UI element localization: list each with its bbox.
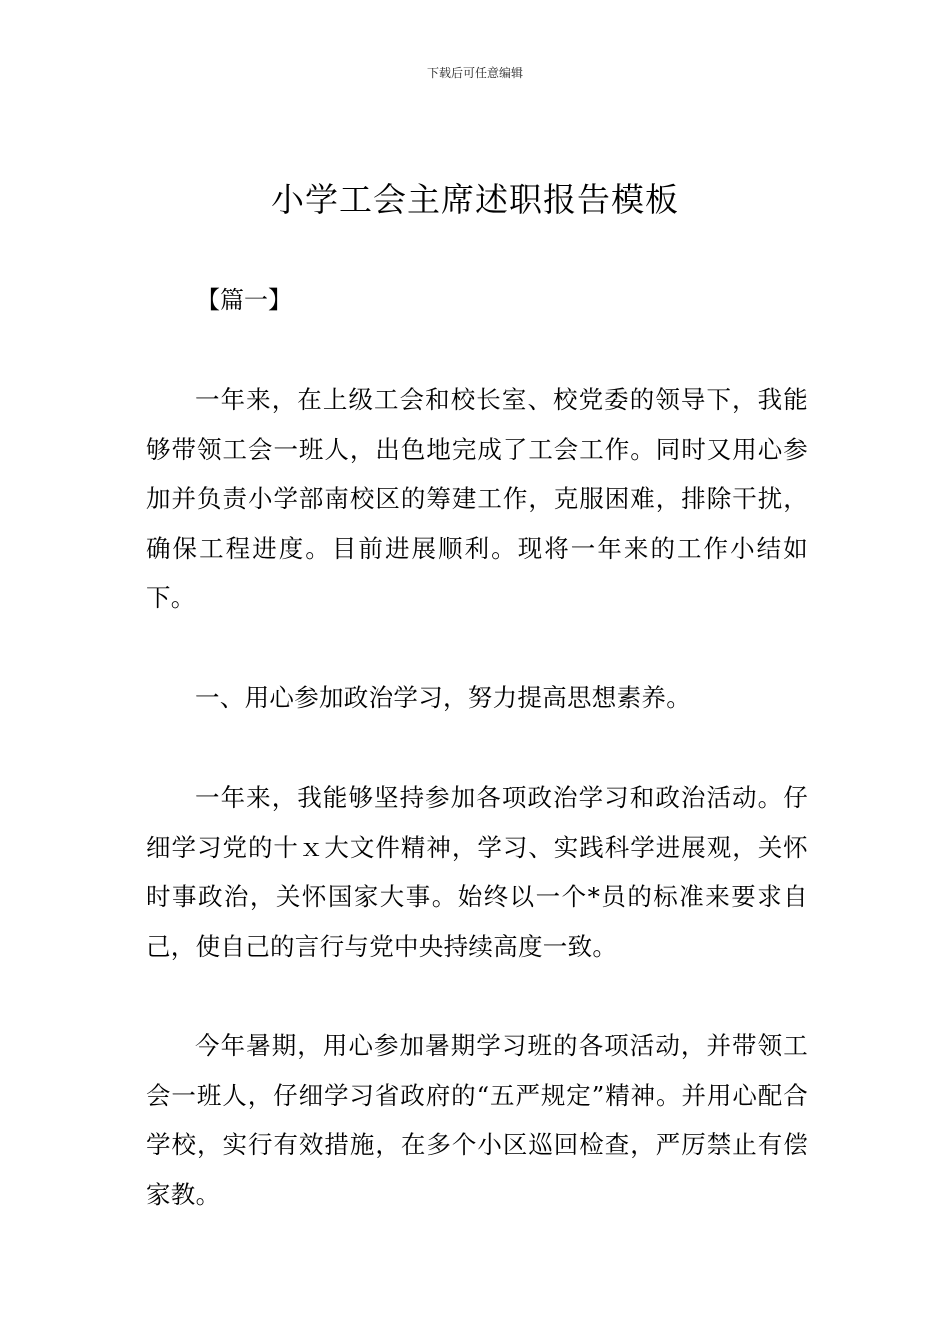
header-note: 下载后可任意编辑 (426, 66, 523, 80)
paragraph-summer-study: 今年暑期，用心参加暑期学习班的各项活动，并带领工会一班人，仔细学习省政府的“五严规定”精神。并用心配合学校，实行有效措施，在多个小区巡回检查，严厉禁止有偿家教。 (146, 1031, 808, 1209)
section-heading: 一、用心参加政治学习，努力提高思想素养。 (195, 683, 691, 712)
paragraph-intro: 一年来，在上级工会和校长室、校党委的领导下，我能够带领工会一班人，出色地完成了工会工作。同时又用心参加并负责小学部南校区的筹建工作，克服困难，排除干扰，确保工程进度。目前进展顺利。现将一年来的工作小结如下。 (146, 385, 808, 612)
document-title: 小学工会主席述职报告模板 (271, 180, 679, 219)
paragraph-political-study: 一年来，我能够坚持参加各项政治学习和政治活动。仔细学习党的十ｘ大文件精神，学习、实践科学进展观，关怀时事政治，关怀国家大事。始终以一个*员的标准来要求自己，使自己的言行与党中央持续高度一致。 (146, 783, 808, 961)
section-tag: 【篇一】 (196, 286, 292, 314)
